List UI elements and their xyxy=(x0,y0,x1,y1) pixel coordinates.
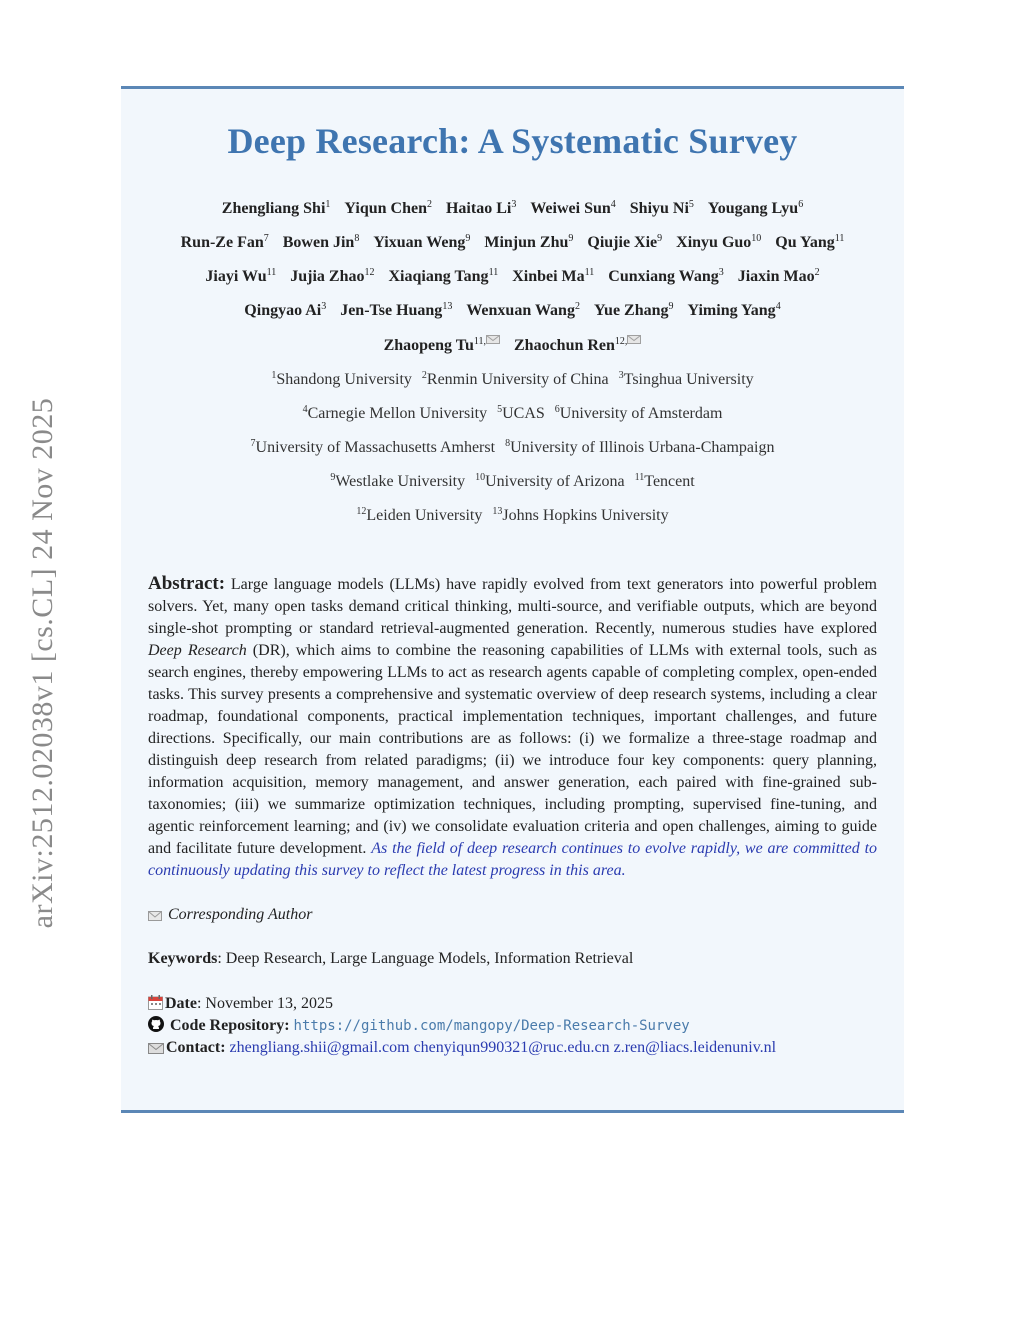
author-name: Yougang Lyu xyxy=(707,200,799,217)
affiliation xyxy=(497,404,545,424)
abstract-text-1: Large language models (LLMs) have rapidly evolved from text generators into powerful problem solvers. Yet, many open tasks demand critical thinking, multi-source, and verifiable outputs, which are beyond single-shot prompting or standard retrieval-augmented generation. Recently, numerous studies have explored xyxy=(148,576,877,637)
author-name: Jujia Zhao xyxy=(290,268,365,285)
author-name: Minjun Zhu xyxy=(484,234,569,251)
affiliation-row xyxy=(121,506,904,526)
date-line xyxy=(148,993,877,1015)
author xyxy=(708,199,803,219)
author-row xyxy=(121,335,904,356)
affiliation-name: Tencent xyxy=(644,473,695,490)
author xyxy=(446,199,516,219)
affiliation-number: 12 xyxy=(356,506,367,517)
affiliation-list xyxy=(121,370,904,526)
author-name: Bowen Jin xyxy=(282,234,355,251)
affiliation-number: 13 xyxy=(492,506,503,517)
date-value: : November 13, 2025 xyxy=(196,995,333,1012)
envelope-icon xyxy=(148,911,162,921)
calendar-icon xyxy=(148,995,163,1010)
contact-label: Contact: xyxy=(166,1039,226,1056)
author-name: Yixuan Weng xyxy=(373,234,466,251)
author-name: Jiayi Wu xyxy=(205,268,267,285)
author-affiliation-number: 2 xyxy=(574,301,580,312)
author-row xyxy=(121,301,904,321)
affiliation-number: 4 xyxy=(302,404,308,415)
affiliation xyxy=(635,472,695,492)
abstract-label: Abstract: xyxy=(148,573,226,594)
author-affiliation-number: 13 xyxy=(442,301,453,312)
affiliation-number: 5 xyxy=(497,404,503,415)
author-name: Xinbei Ma xyxy=(512,268,585,285)
author-affiliation-number: 2 xyxy=(814,267,820,278)
author-affiliation-number: 5 xyxy=(688,199,694,210)
affiliation xyxy=(505,438,774,458)
author-name: Yiming Yang xyxy=(687,302,776,319)
github-icon xyxy=(148,1016,164,1032)
affiliation-name: UCAS xyxy=(502,405,545,422)
affiliation-name: Carnegie Mellon University xyxy=(307,405,488,422)
affiliation xyxy=(356,506,482,526)
author-affiliation-number: 11 xyxy=(584,267,595,278)
author-affiliation-number: 3 xyxy=(718,267,724,278)
affiliation-number: 11 xyxy=(634,472,645,483)
author-affiliation-number: 7 xyxy=(263,233,269,244)
author-row xyxy=(121,233,904,253)
affiliation-name: Johns Hopkins University xyxy=(502,507,669,524)
author-name: Haitao Li xyxy=(445,200,512,217)
author-affiliation-number: 2 xyxy=(426,199,432,210)
repo-line xyxy=(148,1015,877,1037)
author xyxy=(530,199,615,219)
keywords xyxy=(148,950,877,968)
affiliation xyxy=(251,438,496,458)
author-affiliation-number: 1 xyxy=(325,199,331,210)
author-affiliation-number: 4 xyxy=(610,199,616,210)
author-name: Zhengliang Shi xyxy=(221,200,326,217)
author-name: Qu Yang xyxy=(775,234,835,251)
affiliation xyxy=(330,472,465,492)
affiliation-name: Westlake University xyxy=(335,473,466,490)
author xyxy=(594,301,674,321)
affiliation-name: Renmin University of China xyxy=(426,371,609,388)
affiliation-row xyxy=(121,438,904,458)
affiliation-row xyxy=(121,404,904,424)
author xyxy=(608,267,723,287)
corresponding-label: Corresponding Author xyxy=(168,906,313,923)
abstract xyxy=(148,573,877,882)
author-affiliation-number: 12, xyxy=(614,336,628,347)
abstract-update-note: As the field of deep research continues to evolve rapidly, we are committed to continuously updating this survey to reflect the latest progress in this area. xyxy=(148,840,878,879)
author xyxy=(344,199,432,219)
affiliation-name: University of Illinois Urbana-Champaign xyxy=(510,439,775,456)
author xyxy=(738,267,820,287)
author-name: Shiyu Ni xyxy=(629,200,689,217)
author-affiliation-number: 11 xyxy=(488,267,499,278)
arxiv-stamp xyxy=(18,370,68,955)
author xyxy=(630,199,694,219)
author-affiliation-number: 8 xyxy=(354,233,360,244)
affiliation xyxy=(271,370,412,390)
date-label: Date xyxy=(165,995,197,1012)
repo-link[interactable]: https://github.com/mangopy/Deep-Research-Survey xyxy=(293,1018,690,1034)
author-affiliation-number: 11 xyxy=(834,233,845,244)
author-affiliation-number: 10 xyxy=(751,233,762,244)
affiliation xyxy=(492,506,668,526)
author-name: Jen-Tse Huang xyxy=(340,302,443,319)
author-affiliation-number: 11 xyxy=(266,267,277,278)
author-name: Zhaochun Ren xyxy=(514,337,615,354)
arxiv-id: arXiv:2512.02038v1 [cs.CL] 24 Nov 2025 xyxy=(26,397,59,928)
author xyxy=(514,335,641,356)
affiliation xyxy=(619,370,754,390)
affiliation-row xyxy=(121,472,904,492)
affiliation-name: University of Arizona xyxy=(485,473,625,490)
author xyxy=(384,335,500,356)
affiliation-name: University of Massachusetts Amherst xyxy=(255,439,496,456)
contact-email-3[interactable]: z.ren@liacs.leidenuniv.nl xyxy=(613,1039,777,1056)
envelope-icon xyxy=(486,335,500,344)
author-affiliation-number: 9 xyxy=(668,301,674,312)
author-name: Weiwei Sun xyxy=(530,200,611,217)
author xyxy=(775,233,844,253)
repo-label: Code Repository: xyxy=(170,1017,290,1034)
author-name: Yiqun Chen xyxy=(344,200,427,217)
affiliation-number: 7 xyxy=(250,438,256,449)
author xyxy=(244,301,326,321)
author xyxy=(389,267,499,287)
affiliation-number: 2 xyxy=(421,370,427,381)
author xyxy=(290,267,374,287)
corresponding-note xyxy=(148,906,877,924)
author xyxy=(484,233,573,253)
affiliation-name: Shandong University xyxy=(276,371,412,388)
author xyxy=(181,233,269,253)
affiliation-name: University of Amsterdam xyxy=(559,405,723,422)
paper-meta xyxy=(148,993,877,1059)
author-name: Zhaopeng Tu xyxy=(383,337,474,354)
affiliation xyxy=(555,404,723,424)
author xyxy=(283,233,360,253)
author-name: Xinyu Guo xyxy=(676,234,752,251)
contact-line xyxy=(148,1037,877,1059)
author-list xyxy=(121,199,904,356)
author xyxy=(688,301,781,321)
author-name: Yue Zhang xyxy=(593,302,669,319)
abstract-term: Deep Research xyxy=(148,642,247,659)
affiliation-name: Leiden University xyxy=(366,507,483,524)
contact-email-1[interactable]: zhengliang.shii@gmail.com xyxy=(229,1039,410,1056)
envelope-icon xyxy=(627,335,641,344)
affiliation xyxy=(303,404,488,424)
affiliation-number: 8 xyxy=(505,438,511,449)
affiliation-number: 3 xyxy=(618,370,624,381)
author-affiliation-number: 9 xyxy=(568,233,574,244)
author xyxy=(222,199,331,219)
affiliation xyxy=(475,472,625,492)
author-affiliation-number: 12 xyxy=(364,267,375,278)
abstract-text-2: (DR), which aims to combine the reasoning capabilities of LLMs with external tools, such as search engines, thereby empowering LLMs to act as research agents capable of completing complex, open-ended tasks. This survey presents a comprehensive and systematic overview of deep research systems, including a clear roadmap, foundational components, practical implementation techniques, important challenges, and future directions. Specifically, our main contributions are as follows: (i) we formalize a three-stage roadmap and distinguish deep research from related paradigms; (ii) we introduce four key components: query planning, information acquisition, memory management, and answer generation, each paired with fine-grained sub-taxonomies; (iii) we summarize optimization techniques, including prompting, supervised fine-tuning, and agentic reinforcement learning; and (iv) we consolidate evaluation criteria and open challenges, aiming to guide and facilitate future development. xyxy=(148,642,877,857)
paper-title: Deep Research: A Systematic Survey xyxy=(227,121,798,161)
author-affiliation-number: 11, xyxy=(473,336,486,347)
author-name: Cunxiang Wang xyxy=(608,268,719,285)
author xyxy=(512,267,594,287)
affiliation-number: 6 xyxy=(554,404,560,415)
affiliation-name: Tsinghua University xyxy=(623,371,754,388)
author-affiliation-number: 6 xyxy=(798,199,804,210)
author xyxy=(587,233,662,253)
author-affiliation-number: 3 xyxy=(321,301,327,312)
title-panel xyxy=(121,86,904,1113)
author-name: Run-Ze Fan xyxy=(180,234,264,251)
author-row xyxy=(121,199,904,219)
author-affiliation-number: 3 xyxy=(511,199,517,210)
author-affiliation-number: 9 xyxy=(657,233,663,244)
author xyxy=(340,301,452,321)
affiliation-number: 1 xyxy=(271,370,277,381)
keywords-value: : Deep Research, Large Language Models, Information Retrieval xyxy=(217,950,634,967)
author-affiliation-number: 9 xyxy=(465,233,471,244)
author xyxy=(373,233,470,253)
affiliation-number: 10 xyxy=(475,472,486,483)
keywords-label: Keywords xyxy=(148,950,218,967)
author-name: Jiaxin Mao xyxy=(737,268,815,285)
affiliation xyxy=(422,370,609,390)
author-name: Xiaqiang Tang xyxy=(388,268,489,285)
author-name: Qiujie Xie xyxy=(587,234,658,251)
envelope-icon xyxy=(148,1043,164,1054)
author-name: Wenxuan Wang xyxy=(466,302,575,319)
author-affiliation-number: 4 xyxy=(775,301,781,312)
affiliation-row xyxy=(121,370,904,390)
author-row xyxy=(121,267,904,287)
affiliation-number: 9 xyxy=(330,472,336,483)
author-name: Qingyao Ai xyxy=(244,302,322,319)
author xyxy=(466,301,580,321)
author xyxy=(676,233,761,253)
author xyxy=(205,267,276,287)
contact-email-2[interactable]: chenyiqun990321@ruc.edu.cn xyxy=(413,1039,610,1056)
